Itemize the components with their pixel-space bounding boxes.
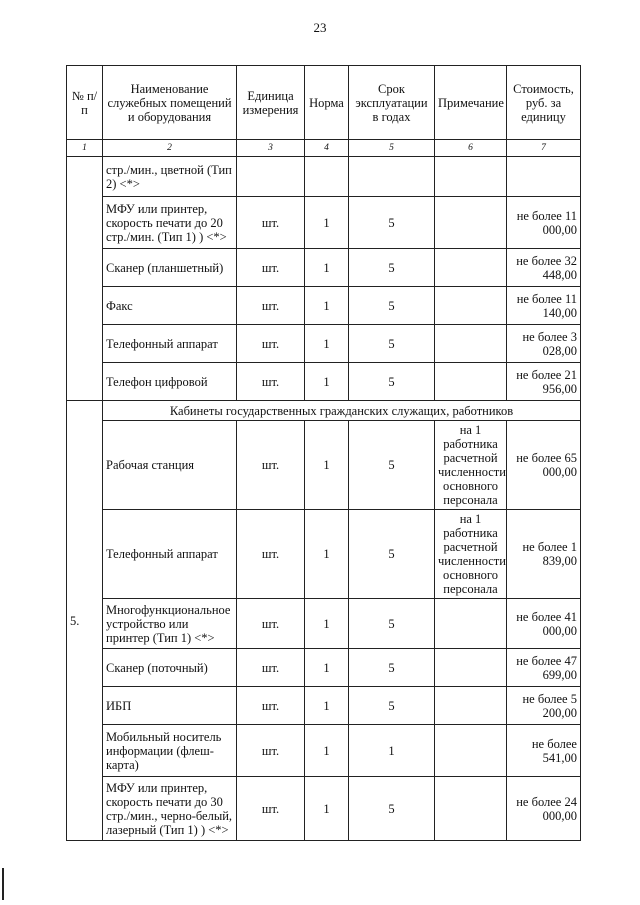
item-norm: 1	[305, 249, 349, 287]
section-number: 5.	[67, 401, 103, 841]
item-price: не более 541,00	[507, 725, 581, 777]
table-row	[67, 687, 581, 725]
item-price: не более 24 000,00	[507, 777, 581, 841]
item-norm: 1	[305, 510, 349, 599]
item-price: не более 32 448,00	[507, 249, 581, 287]
item-unit: шт.	[237, 599, 305, 649]
table-row	[67, 649, 581, 687]
item-unit: шт.	[237, 421, 305, 510]
header-cell-note: Примечание	[435, 66, 507, 140]
item-note	[435, 249, 507, 287]
item-price: не более 11 000,00	[507, 197, 581, 249]
item-name: стр./мин., цветной (Тип 2) <*>	[103, 157, 237, 197]
item-norm: 1	[305, 687, 349, 725]
section-header-row	[67, 401, 581, 421]
item-term: 5	[349, 687, 435, 725]
item-note	[435, 599, 507, 649]
item-note	[435, 363, 507, 401]
item-term: 5	[349, 649, 435, 687]
item-note	[435, 649, 507, 687]
item-norm: 1	[305, 287, 349, 325]
item-unit: шт.	[237, 287, 305, 325]
column-number: 3	[237, 140, 305, 157]
header-cell-name: Наименование служебных помещений и оборудования	[103, 66, 237, 140]
item-unit: шт.	[237, 777, 305, 841]
table-header-row	[67, 66, 581, 140]
item-name: Сканер (поточный)	[103, 649, 237, 687]
table-row	[67, 599, 581, 649]
item-name: Факс	[103, 287, 237, 325]
table-row	[67, 197, 581, 249]
table-row	[67, 157, 581, 197]
column-number: 2	[103, 140, 237, 157]
item-price: не более 41 000,00	[507, 599, 581, 649]
item-note: на 1 работника расчетной численности основного персонала	[435, 421, 507, 510]
header-cell-term: Срок эксплуатации в годах	[349, 66, 435, 140]
table-row	[67, 249, 581, 287]
header-cell-norm: Норма	[305, 66, 349, 140]
item-term: 5	[349, 325, 435, 363]
column-number: 6	[435, 140, 507, 157]
row-number-cell	[67, 157, 103, 401]
item-price	[507, 157, 581, 197]
item-term: 5	[349, 363, 435, 401]
column-number: 1	[67, 140, 103, 157]
item-term: 5	[349, 510, 435, 599]
header-cell-price: Стоимость, руб. за единицу	[507, 66, 581, 140]
column-numbers-row	[67, 140, 581, 157]
page-number: 23	[313, 20, 327, 35]
item-term: 5	[349, 599, 435, 649]
table-row	[67, 725, 581, 777]
item-note	[435, 687, 507, 725]
item-note	[435, 725, 507, 777]
item-norm: 1	[305, 649, 349, 687]
item-name: Многофункциональное устройство или принтер (Тип 1) <*>	[103, 599, 237, 649]
item-price: не более 5 200,00	[507, 687, 581, 725]
item-term: 5	[349, 249, 435, 287]
item-unit: шт.	[237, 725, 305, 777]
item-unit: шт.	[237, 363, 305, 401]
item-norm: 1	[305, 363, 349, 401]
item-norm: 1	[305, 777, 349, 841]
item-name: Рабочая станция	[103, 421, 237, 510]
header-cell-number: № п/п	[67, 66, 103, 140]
item-name: Телефон цифровой	[103, 363, 237, 401]
item-name: МФУ или принтер, скорость печати до 20 стр./мин. (Тип 1) ) <*>	[103, 197, 237, 249]
item-name: Сканер (планшетный)	[103, 249, 237, 287]
item-term: 5	[349, 421, 435, 510]
item-price: не более 21 956,00	[507, 363, 581, 401]
item-norm: 1	[305, 599, 349, 649]
item-note	[435, 777, 507, 841]
item-term: 5	[349, 287, 435, 325]
item-unit: шт.	[237, 325, 305, 363]
item-name: ИБП	[103, 687, 237, 725]
column-number: 7	[507, 140, 581, 157]
item-price: не более 65 000,00	[507, 421, 581, 510]
item-price: не более 3 028,00	[507, 325, 581, 363]
scan-edge-mark	[2, 868, 4, 900]
item-note	[435, 157, 507, 197]
item-term: 5	[349, 197, 435, 249]
table-row	[67, 421, 581, 510]
table-row	[67, 363, 581, 401]
table-row	[67, 777, 581, 841]
item-note	[435, 325, 507, 363]
item-unit: шт.	[237, 687, 305, 725]
item-name: Телефонный аппарат	[103, 325, 237, 363]
item-norm: 1	[305, 197, 349, 249]
item-price: не более 47 699,00	[507, 649, 581, 687]
item-note	[435, 197, 507, 249]
column-number: 5	[349, 140, 435, 157]
table-row	[67, 510, 581, 599]
item-term: 1	[349, 725, 435, 777]
item-term	[349, 157, 435, 197]
item-norm	[305, 157, 349, 197]
item-norm: 1	[305, 725, 349, 777]
header-cell-unit: Единица измерения	[237, 66, 305, 140]
item-unit: шт.	[237, 249, 305, 287]
section-title: Кабинеты государственных гражданских служащих, работников	[103, 401, 581, 421]
equipment-norms-table	[66, 65, 581, 841]
item-unit	[237, 157, 305, 197]
table-row	[67, 325, 581, 363]
item-unit: шт.	[237, 510, 305, 599]
item-name: Телефонный аппарат	[103, 510, 237, 599]
item-unit: шт.	[237, 197, 305, 249]
table-row	[67, 287, 581, 325]
item-price: не более 11 140,00	[507, 287, 581, 325]
item-name: Мобильный носитель информации (флеш-карта)	[103, 725, 237, 777]
item-note	[435, 287, 507, 325]
column-number: 4	[305, 140, 349, 157]
item-name: МФУ или принтер, скорость печати до 30 стр./мин., черно-белый, лазерный (Тип 1) ) <*>	[103, 777, 237, 841]
item-price: не более 1 839,00	[507, 510, 581, 599]
item-unit: шт.	[237, 649, 305, 687]
item-norm: 1	[305, 421, 349, 510]
item-term: 5	[349, 777, 435, 841]
item-norm: 1	[305, 325, 349, 363]
item-note: на 1 работника расчетной численности основного персонала	[435, 510, 507, 599]
